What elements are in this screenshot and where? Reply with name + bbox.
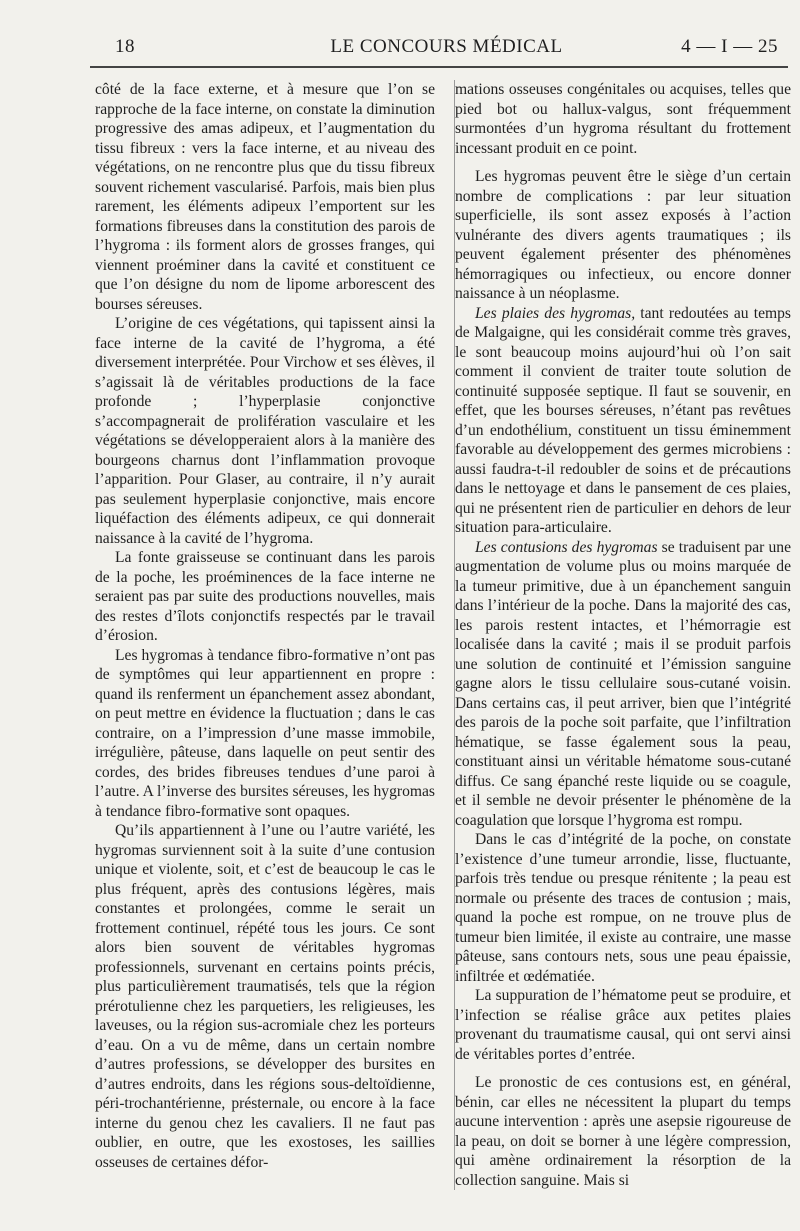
issue-date: 4 — I — 25 <box>681 36 778 57</box>
left-column <box>95 80 435 1172</box>
paragraph: mations osseuses congénitales ou acquises, telles que pied bot ou hallux-valgus, sont fréquemment surmontées d’un hygroma résultant du frottement incessant produit en ce point. <box>455 81 791 157</box>
paragraph <box>455 538 791 831</box>
page-number: 18 <box>115 36 135 57</box>
paragraph: Le pronostic de ces contusions est, en général, bénin, car elles ne nécessitent la plupart du temps aucune intervention : après une asepsie rigoureuse de la peau, on doit se borner à une légère compression, qui amène ordinairement la résorption de la collection sanguine. Mais si <box>455 1074 791 1189</box>
paragraph: Qu’ils appartiennent à l’une ou l’autre variété, les hygromas surviennent soit à la suite d’une contusion unique et violente, soit, et c’est de beaucoup le cas le plus fréquent, après des contusions légères, mais constantes et prolongées, comme le serait un frottement continuel, répété tous les jours. Ce sont alors bien souvent de véritables hygromas professionnels, survenant en certains points précis, plus particulièrement traumatisés, tels que la région prérotulienne chez les parquetiers, les religieuses, les laveuses, ou la région sus-acromiale chez les porteurs d’eau. On a vu de même, dans un certain nombre d’autres professions, se développer des bursites en d’autres endroits, dans les régions sous-deltoïdienne, péri-trochantérienne, présternale, ou encore à la face interne du genou chez les cavaliers. Il ne faut pas oublier, en outre, que les exostoses, les saillies osseuses de certaines défor- <box>95 822 435 1171</box>
right-column <box>454 80 791 1190</box>
running-header <box>115 36 778 66</box>
paragraph: côté de la face externe, et à mesure que l’on se rapproche de la face interne, on constate la diminution progressive des amas adipeux, et l’augmentation du tissu fibreux : vers la face interne, et au niveau des végétations, on ne rencontre plus que du tissu fibreux souvent richement vascularisé. Parfois, mais bien plus rarement, les éléments adipeux l’emportent sur les formations fibreuses dans la constitution des parois de l’hygroma : ils forment alors de grosses franges, qui viennent proéminer dans la cavité et constituent ce que l’on désigne du nom de lipome arborescent des bourses séreuses. <box>95 81 435 313</box>
paragraph: La fonte graisseuse se continuant dans les parois de la poche, les proéminences de la face interne ne seraient pas par suite des productions nouvelles, mais des restes d’îlots conjonctifs respectés par le travail d’érosion. <box>95 549 435 644</box>
italic-heading: Les contusions des hygromas <box>475 538 658 556</box>
journal-title: LE CONCOURS MÉDICAL <box>330 36 563 57</box>
paragraph: La suppuration de l’hématome peut se produire, et l’infection se réalise grâce aux petites plaies provenant du traumatisme causal, qui ont servi ainsi de véritables portes d’entrée. <box>455 987 791 1063</box>
header-rule <box>90 66 788 68</box>
paragraph: Les hygromas à tendance fibro-formative n’ont pas de symptômes qui leur appartiennent en propre : quand ils renferment un épanchement assez abondant, on peut mettre en évidence la fluctuation ; dans le cas contraire, on a l’impression d’une masse immobile, irrégulière, pâteuse, dans laquelle on peut sentir des cordes, des brides fibreuses tendues d’une paroi à l’autre. A l’inverse des bursites séreuses, les hygromas à tendance fibro-formative sont opaques. <box>95 646 435 820</box>
paragraph: L’origine de ces végétations, qui tapissent ainsi la face interne de la cavité de l’hygroma, a été diversement interprétée. Pour Virchow et ses élèves, il s’agissait là de véritables productions de la face profonde ; l’hyperplasie conjonctive s’accompagnerait de prolifération vasculaire et les végétations se développeraient alors à la manière des bourgeons charnus dont l’inflammation provoque l’apparition. Pour Glaser, au contraire, il n’y aurait pas seulement hyperplasie conjonctive, mais encore liquéfaction des éléments adipeux, ce qui donnerait naissance à la cavité de l’hygroma. <box>95 315 435 547</box>
paragraph <box>455 304 791 538</box>
paragraph: Les hygromas peuvent être le siège d’un certain nombre de complications : par leur situation superficielle, ils sont assez exposés à l’action vulnérante des divers agents traumatiques ; ils peuvent également présenter des phénomènes hémorragiques ou infectieux, ou encore donner naissance à un néoplasme. <box>455 168 791 302</box>
paragraph-text: se traduisent par une augmentation de volume plus ou moins marquée de la tumeur primitive, due à un épanchement sanguin dans l’intérieur de la poche. Dans la majorité des cas, les parois restent intactes, et l’hémorragie est localisée dans la cavité ; mais il se produit parfois une solution de continuité et l’émission sanguine gagne alors le tissu cellulaire sous-cutané voisin. Dans certains cas, il peut arriver, bien que l’intégrité des parois de la poche soit parfaite, que l’infiltration hématique, se fasse également sous la peau, constituant ainsi un véritable hématome sous-cutané diffus. Ce sang épanché reste liquide ou se coagule, et il semble ne devoir présenter le phénomène de la coagulation que lorsque l’hygroma est rompu. <box>455 538 791 829</box>
paragraph-text: tant redoutées au temps de Malgaigne, qui les considérait comme très graves, le sont beaucoup moins aujourd’hui où l’on sait comment il convient de traiter toute solution de continuité supposée septique. Il faut se souvenir, en effet, que les bourses séreuses, n’étant pas revêtues d’un endothélium, constituent un tissu éminemment favorable au développement des germes microbiens : aussi faudra-t-il redoubler de soins et de précautions dans le nettoyage et dans le pansement de ces plaies, qui ne présentent rien de particulier en dehors de leur situation para-articulaire. <box>455 304 791 536</box>
italic-heading: Les plaies des hygromas, <box>475 304 636 322</box>
paragraph: Dans le cas d’intégrité de la poche, on constate l’existence d’une tumeur arrondie, lisse, fluctuante, parfois très tendue ou presque rénitente ; la peau est normale ou présente des traces de contusion ; mais, quand la poche est rompue, on ne trouve plus de tumeur bien limitée, il existe au contraire, une masse pâteuse, sans contours nets, sous une peau épaissie, infiltrée et œdématiée. <box>455 831 791 985</box>
